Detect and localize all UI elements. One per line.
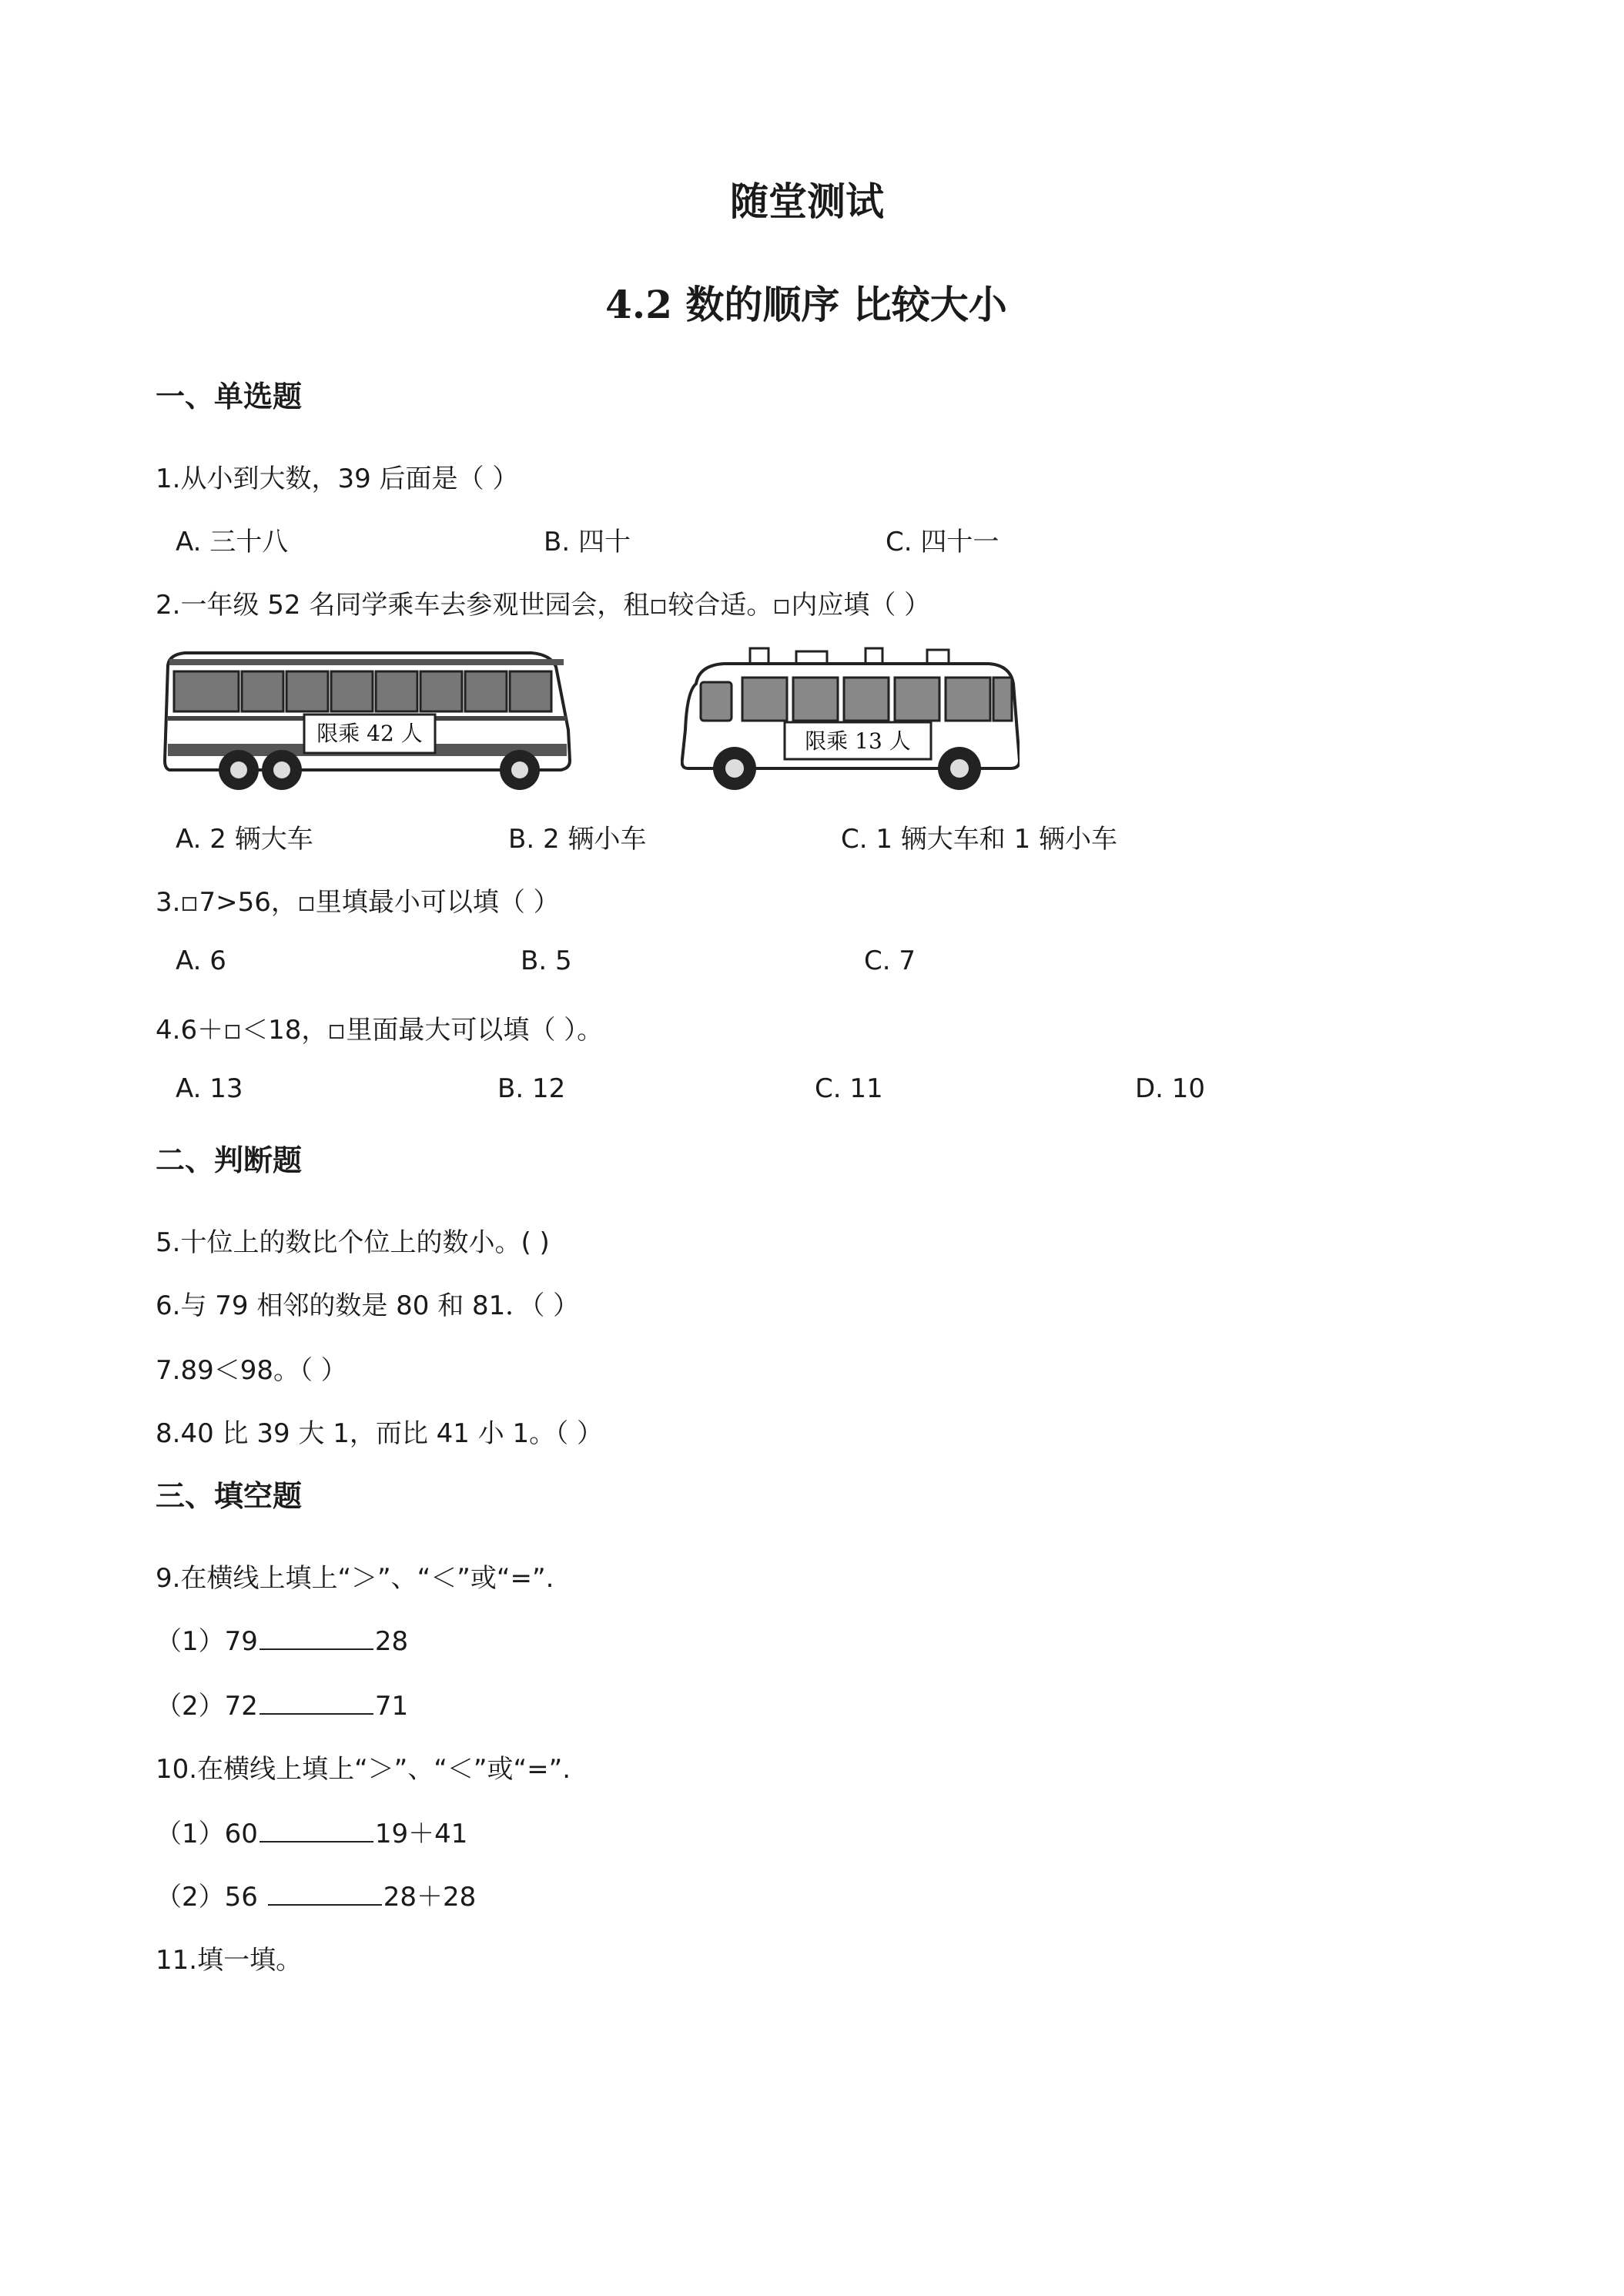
answer-box: [330, 1025, 343, 1039]
question-4-text-b: ＜18，: [242, 1015, 328, 1046]
part-value: 28: [374, 1626, 409, 1657]
question-2-text-c: 内应填（ ）: [791, 590, 931, 621]
part-label: （1）79: [156, 1626, 258, 1657]
question-10: 10.在横线上填上“＞”、“＜”或“=”.: [156, 1754, 571, 1785]
question-10-part-1: [156, 1812, 467, 1850]
question-9-part-2: [156, 1685, 408, 1722]
question-4: [156, 1009, 603, 1046]
answer-blank[interactable]: [260, 1625, 373, 1650]
small-bus-label: 限乘 13 人: [805, 728, 911, 754]
part-label: （2）56: [156, 1882, 266, 1913]
part-value: 19＋41: [374, 1819, 468, 1849]
option-a: A. 13: [176, 1073, 243, 1104]
question-8: 8.40 比 39 大 1，而比 41 小 1。（ ）: [156, 1418, 603, 1449]
option-a: A. 2 辆大车: [176, 824, 313, 855]
answer-box: [226, 1025, 239, 1039]
option-c: C. 7: [864, 946, 916, 976]
question-2-text-b: 较合适。: [668, 590, 773, 621]
option-d: D. 10: [1135, 1073, 1206, 1104]
section-heading: 三、填空题: [156, 1479, 303, 1513]
option-a: A. 6: [176, 946, 226, 976]
page-title: 随堂测试: [730, 179, 884, 224]
question-10-part-2: [156, 1876, 476, 1913]
question-3-text-c: 里填最小可以填（ ）: [315, 887, 560, 918]
question-7: 7.89＜98。（ ）: [156, 1355, 347, 1386]
answer-box: [300, 897, 313, 911]
question-9-part-1: [156, 1620, 408, 1658]
answer-blank[interactable]: [260, 1818, 373, 1842]
question-1: 1.从小到大数，39 后面是（ ）: [156, 464, 519, 494]
question-4-text-a: 4.6＋: [156, 1015, 224, 1046]
option-b: B. 12: [497, 1073, 566, 1104]
option-a: A. 三十八: [176, 527, 289, 557]
question-6: 6.与 79 相邻的数是 80 和 81．（ ）: [156, 1290, 580, 1321]
part-label: （1）60: [156, 1819, 258, 1849]
answer-box: [651, 600, 665, 614]
question-4-text-c: 里面最大可以填（ ）。: [346, 1015, 604, 1046]
question-11: 11.填一填。: [156, 1945, 303, 1976]
answer-box: [775, 600, 789, 614]
answer-blank[interactable]: [260, 1690, 373, 1715]
section-heading: 二、判断题: [156, 1143, 303, 1177]
question-3-text-a: 3.: [156, 887, 181, 918]
question-9: 9.在横线上填上“＞”、“＜”或“=”.: [156, 1563, 554, 1594]
big-bus-label: 限乘 42 人: [316, 721, 423, 746]
question-2: [156, 584, 930, 621]
option-c: C. 1 辆大车和 1 辆小车: [841, 824, 1118, 855]
big-bus-image: [162, 645, 578, 796]
option-b: B. 2 辆小车: [508, 824, 647, 855]
part-label: （2）72: [156, 1691, 258, 1722]
part-value: 28＋28: [383, 1882, 477, 1913]
option-c: C. 11: [815, 1073, 883, 1104]
answer-box: [182, 897, 196, 911]
question-2-text-a: 2.一年级 52 名同学乘车去参观世园会，租: [156, 590, 650, 621]
section-heading: 一、单选题: [156, 380, 303, 413]
question-5: 5.十位上的数比个位上的数小。( ): [156, 1227, 550, 1258]
option-b: B. 四十: [544, 527, 631, 557]
answer-blank[interactable]: [268, 1881, 382, 1906]
page-subtitle: 4.2 数的顺序 比较大小: [605, 282, 1007, 327]
option-b: B. 5: [521, 946, 572, 976]
question-3-text-b: 7>56，: [199, 887, 297, 918]
option-c: C. 四十一: [886, 527, 1000, 557]
question-3: [156, 881, 560, 919]
part-value: 71: [374, 1691, 409, 1722]
small-bus-image: [681, 645, 1020, 796]
